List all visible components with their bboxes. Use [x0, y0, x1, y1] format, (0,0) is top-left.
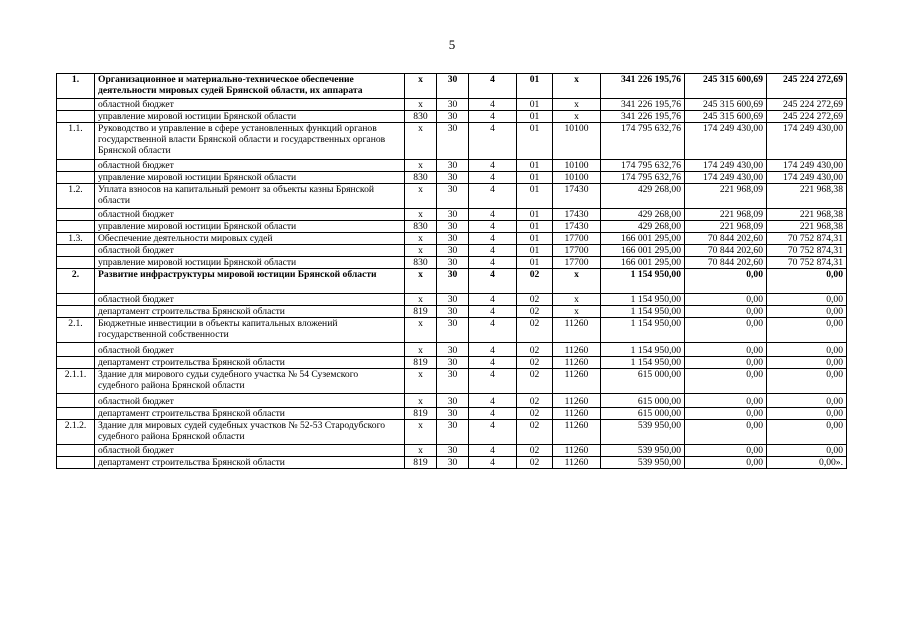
section-code: 30	[437, 269, 469, 294]
row-name: областной бюджет	[95, 160, 405, 172]
table-row-subitem	[57, 457, 847, 469]
row-number	[57, 457, 95, 469]
table-row-subitem	[57, 245, 847, 257]
amount-year-2: 70 844 202,60	[685, 245, 767, 257]
amount-year-2: 0,00	[685, 357, 767, 369]
amount-year-3: 174 249 430,00	[767, 160, 847, 172]
row-number	[57, 160, 95, 172]
row-name: департамент строительства Брянской области	[95, 408, 405, 420]
subsection-code: 4	[469, 318, 517, 343]
target-article-code: 10100	[553, 160, 601, 172]
table-row-item	[57, 420, 847, 445]
grbs-code: х	[405, 123, 437, 160]
target-article-code: х	[553, 294, 601, 306]
measure-code: 01	[517, 221, 553, 233]
subsection-code: 4	[469, 394, 517, 408]
row-name: областной бюджет	[95, 245, 405, 257]
subsection-code: 4	[469, 99, 517, 111]
table-row-subitem	[57, 294, 847, 306]
table-row-subitem	[57, 111, 847, 123]
measure-code: 01	[517, 257, 553, 269]
row-name: управление мировой юстиции Брянской области	[95, 257, 405, 269]
table-row-item	[57, 233, 847, 245]
amount-year-2: 0,00	[685, 318, 767, 343]
subsection-code: 4	[469, 269, 517, 294]
amount-year-1: 429 268,00	[601, 221, 685, 233]
target-article-code: 11260	[553, 394, 601, 408]
row-number	[57, 221, 95, 233]
amount-year-2: 0,00	[685, 269, 767, 294]
row-number	[57, 357, 95, 369]
target-article-code: 17700	[553, 257, 601, 269]
row-name: управление мировой юстиции Брянской области	[95, 172, 405, 184]
amount-year-1: 341 226 195,76	[601, 111, 685, 123]
section-code: 30	[437, 233, 469, 245]
amount-year-3: 174 249 430,00	[767, 123, 847, 160]
grbs-code: х	[405, 74, 437, 99]
target-article-code: 11260	[553, 408, 601, 420]
amount-year-3: 245 224 272,69	[767, 111, 847, 123]
measure-code: 02	[517, 306, 553, 318]
amount-year-1: 539 950,00	[601, 445, 685, 457]
amount-year-2: 0,00	[685, 343, 767, 357]
budget-table-body	[57, 74, 847, 469]
row-number	[57, 394, 95, 408]
measure-code: 02	[517, 357, 553, 369]
amount-year-2: 245 315 600,69	[685, 99, 767, 111]
amount-year-2: 0,00	[685, 306, 767, 318]
subsection-code: 4	[469, 74, 517, 99]
amount-year-2: 0,00	[685, 408, 767, 420]
table-row-subitem	[57, 343, 847, 357]
target-article-code: 17430	[553, 184, 601, 209]
section-code: 30	[437, 445, 469, 457]
row-number: 2.1.	[57, 318, 95, 343]
subsection-code: 4	[469, 369, 517, 394]
subsection-code: 4	[469, 343, 517, 357]
grbs-code: 830	[405, 111, 437, 123]
amount-year-3: 0,00	[767, 420, 847, 445]
measure-code: 01	[517, 111, 553, 123]
grbs-code: х	[405, 233, 437, 245]
table-row-subitem	[57, 160, 847, 172]
table-row-subitem	[57, 306, 847, 318]
section-code: 30	[437, 184, 469, 209]
target-article-code: 11260	[553, 369, 601, 394]
section-code: 30	[437, 306, 469, 318]
subsection-code: 4	[469, 111, 517, 123]
row-number	[57, 294, 95, 306]
table-row-item	[57, 123, 847, 160]
amount-year-3: 245 224 272,69	[767, 99, 847, 111]
measure-code: 02	[517, 294, 553, 306]
section-code: 30	[437, 257, 469, 269]
table-row-subitem	[57, 172, 847, 184]
row-name: областной бюджет	[95, 209, 405, 221]
row-number: 1.2.	[57, 184, 95, 209]
grbs-code: х	[405, 294, 437, 306]
table-row-item	[57, 318, 847, 343]
measure-code: 01	[517, 209, 553, 221]
row-number	[57, 408, 95, 420]
measure-code: 01	[517, 160, 553, 172]
grbs-code: 830	[405, 257, 437, 269]
measure-code: 02	[517, 420, 553, 445]
amount-year-2: 245 315 600,69	[685, 74, 767, 99]
amount-year-1: 539 950,00	[601, 457, 685, 469]
measure-code: 02	[517, 457, 553, 469]
budget-table	[56, 73, 847, 469]
table-row-subitem	[57, 357, 847, 369]
row-name: Здание для мировых судей судебных участков № 52-53 Стародубского судебного района Брянской области	[95, 420, 405, 445]
measure-code: 02	[517, 394, 553, 408]
amount-year-3: 0,00».	[767, 457, 847, 469]
amount-year-2: 0,00	[685, 420, 767, 445]
target-article-code: 17700	[553, 245, 601, 257]
target-article-code: 10100	[553, 172, 601, 184]
row-number	[57, 257, 95, 269]
row-name: Развитие инфраструктуры мировой юстиции Брянской области	[95, 269, 405, 294]
subsection-code: 4	[469, 172, 517, 184]
table-row-item	[57, 74, 847, 99]
measure-code: 02	[517, 408, 553, 420]
amount-year-3: 0,00	[767, 318, 847, 343]
measure-code: 01	[517, 74, 553, 99]
amount-year-1: 429 268,00	[601, 209, 685, 221]
amount-year-3: 245 224 272,69	[767, 74, 847, 99]
amount-year-2: 221 968,09	[685, 184, 767, 209]
amount-year-1: 174 795 632,76	[601, 160, 685, 172]
grbs-code: 830	[405, 172, 437, 184]
amount-year-1: 539 950,00	[601, 420, 685, 445]
amount-year-3: 0,00	[767, 369, 847, 394]
row-name: департамент строительства Брянской области	[95, 457, 405, 469]
amount-year-2: 174 249 430,00	[685, 160, 767, 172]
grbs-code: х	[405, 209, 437, 221]
subsection-code: 4	[469, 294, 517, 306]
amount-year-1: 174 795 632,76	[601, 123, 685, 160]
measure-code: 02	[517, 369, 553, 394]
target-article-code: х	[553, 99, 601, 111]
page-number: 5	[448, 37, 456, 52]
grbs-code: х	[405, 269, 437, 294]
section-code: 30	[437, 420, 469, 445]
subsection-code: 4	[469, 123, 517, 160]
row-name: областной бюджет	[95, 99, 405, 111]
row-number: 2.1.1.	[57, 369, 95, 394]
grbs-code: х	[405, 245, 437, 257]
section-code: 30	[437, 394, 469, 408]
subsection-code: 4	[469, 245, 517, 257]
amount-year-3: 174 249 430,00	[767, 172, 847, 184]
grbs-code: х	[405, 99, 437, 111]
amount-year-2: 0,00	[685, 457, 767, 469]
row-number: 2.	[57, 269, 95, 294]
amount-year-1: 1 154 950,00	[601, 269, 685, 294]
amount-year-3: 70 752 874,31	[767, 233, 847, 245]
amount-year-1: 615 000,00	[601, 408, 685, 420]
target-article-code: 11260	[553, 457, 601, 469]
row-name: Обеспечение деятельности мировых судей	[95, 233, 405, 245]
grbs-code: 819	[405, 357, 437, 369]
subsection-code: 4	[469, 457, 517, 469]
row-name: управление мировой юстиции Брянской области	[95, 111, 405, 123]
measure-code: 02	[517, 445, 553, 457]
target-article-code: 10100	[553, 123, 601, 160]
amount-year-2: 174 249 430,00	[685, 172, 767, 184]
grbs-code: х	[405, 160, 437, 172]
section-code: 30	[437, 160, 469, 172]
table-row-subitem	[57, 209, 847, 221]
target-article-code: 11260	[553, 318, 601, 343]
section-code: 30	[437, 408, 469, 420]
section-code: 30	[437, 74, 469, 99]
amount-year-2: 0,00	[685, 445, 767, 457]
amount-year-1: 166 001 295,00	[601, 245, 685, 257]
amount-year-3: 0,00	[767, 294, 847, 306]
row-number: 1.1.	[57, 123, 95, 160]
row-name: областной бюджет	[95, 445, 405, 457]
amount-year-3: 0,00	[767, 408, 847, 420]
table-row-subitem	[57, 445, 847, 457]
amount-year-1: 429 268,00	[601, 184, 685, 209]
amount-year-1: 174 795 632,76	[601, 172, 685, 184]
target-article-code: 11260	[553, 357, 601, 369]
subsection-code: 4	[469, 357, 517, 369]
target-article-code: 11260	[553, 420, 601, 445]
row-name: Бюджетные инвестиции в объекты капитальных вложений государственной собственности	[95, 318, 405, 343]
section-code: 30	[437, 457, 469, 469]
measure-code: 02	[517, 318, 553, 343]
row-number: 1.3.	[57, 233, 95, 245]
amount-year-1: 1 154 950,00	[601, 294, 685, 306]
amount-year-3: 221 968,38	[767, 209, 847, 221]
section-code: 30	[437, 318, 469, 343]
row-number	[57, 445, 95, 457]
amount-year-1: 1 154 950,00	[601, 306, 685, 318]
amount-year-3: 0,00	[767, 269, 847, 294]
section-code: 30	[437, 209, 469, 221]
section-code: 30	[437, 111, 469, 123]
table-row-subitem	[57, 99, 847, 111]
section-code: 30	[437, 357, 469, 369]
amount-year-3: 0,00	[767, 445, 847, 457]
amount-year-2: 221 968,09	[685, 221, 767, 233]
measure-code: 01	[517, 245, 553, 257]
target-article-code: х	[553, 74, 601, 99]
subsection-code: 4	[469, 445, 517, 457]
row-name: управление мировой юстиции Брянской области	[95, 221, 405, 233]
row-number: 1.	[57, 74, 95, 99]
row-name: Здание для мирового судьи судебного участка № 54 Суземского судебного района Брянской области	[95, 369, 405, 394]
measure-code: 01	[517, 184, 553, 209]
row-number	[57, 343, 95, 357]
table-row-item	[57, 269, 847, 294]
subsection-code: 4	[469, 306, 517, 318]
grbs-code: х	[405, 343, 437, 357]
section-code: 30	[437, 123, 469, 160]
measure-code: 02	[517, 269, 553, 294]
grbs-code: 830	[405, 221, 437, 233]
amount-year-2: 221 968,09	[685, 209, 767, 221]
grbs-code: х	[405, 184, 437, 209]
amount-year-2: 70 844 202,60	[685, 257, 767, 269]
target-article-code: х	[553, 306, 601, 318]
amount-year-2: 245 315 600,69	[685, 111, 767, 123]
table-row-subitem	[57, 221, 847, 233]
target-article-code: х	[553, 269, 601, 294]
amount-year-3: 70 752 874,31	[767, 245, 847, 257]
amount-year-3: 70 752 874,31	[767, 257, 847, 269]
subsection-code: 4	[469, 221, 517, 233]
target-article-code: 11260	[553, 445, 601, 457]
row-name: Организационное и материально-техническое обеспечение деятельности мировых судей Брянской области, их аппарата	[95, 74, 405, 99]
subsection-code: 4	[469, 408, 517, 420]
section-code: 30	[437, 99, 469, 111]
row-number	[57, 209, 95, 221]
table-row-item	[57, 369, 847, 394]
amount-year-3: 221 968,38	[767, 221, 847, 233]
amount-year-1: 615 000,00	[601, 369, 685, 394]
row-name: областной бюджет	[95, 294, 405, 306]
table-row-subitem	[57, 257, 847, 269]
measure-code: 01	[517, 99, 553, 111]
amount-year-3: 0,00	[767, 306, 847, 318]
amount-year-2: 0,00	[685, 369, 767, 394]
row-number	[57, 111, 95, 123]
row-name: департамент строительства Брянской области	[95, 306, 405, 318]
target-article-code: 17430	[553, 221, 601, 233]
row-name: департамент строительства Брянской области	[95, 357, 405, 369]
row-name: Уплата взносов на капитальный ремонт за объекты казны Брянской области	[95, 184, 405, 209]
section-code: 30	[437, 343, 469, 357]
row-name: Руководство и управление в сфере установленных функций органов государственной власти Брянской области и государственных органов Брянской области	[95, 123, 405, 160]
section-code: 30	[437, 245, 469, 257]
amount-year-2: 174 249 430,00	[685, 123, 767, 160]
target-article-code: 17700	[553, 233, 601, 245]
amount-year-2: 0,00	[685, 294, 767, 306]
row-number	[57, 245, 95, 257]
grbs-code: х	[405, 394, 437, 408]
measure-code: 02	[517, 343, 553, 357]
amount-year-1: 341 226 195,76	[601, 74, 685, 99]
amount-year-3: 0,00	[767, 357, 847, 369]
grbs-code: 819	[405, 457, 437, 469]
amount-year-1: 341 226 195,76	[601, 99, 685, 111]
row-name: областной бюджет	[95, 343, 405, 357]
section-code: 30	[437, 221, 469, 233]
row-name: областной бюджет	[95, 394, 405, 408]
amount-year-1: 166 001 295,00	[601, 233, 685, 245]
grbs-code: х	[405, 420, 437, 445]
subsection-code: 4	[469, 184, 517, 209]
row-number: 2.1.2.	[57, 420, 95, 445]
grbs-code: х	[405, 318, 437, 343]
amount-year-1: 1 154 950,00	[601, 318, 685, 343]
table-row-item	[57, 184, 847, 209]
subsection-code: 4	[469, 257, 517, 269]
grbs-code: х	[405, 445, 437, 457]
amount-year-1: 166 001 295,00	[601, 257, 685, 269]
target-article-code: х	[553, 111, 601, 123]
subsection-code: 4	[469, 420, 517, 445]
section-code: 30	[437, 294, 469, 306]
section-code: 30	[437, 369, 469, 394]
subsection-code: 4	[469, 160, 517, 172]
table-row-subitem	[57, 394, 847, 408]
amount-year-3: 221 968,38	[767, 184, 847, 209]
grbs-code: 819	[405, 306, 437, 318]
target-article-code: 11260	[553, 343, 601, 357]
amount-year-3: 0,00	[767, 343, 847, 357]
amount-year-1: 1 154 950,00	[601, 357, 685, 369]
measure-code: 01	[517, 233, 553, 245]
amount-year-2: 70 844 202,60	[685, 233, 767, 245]
subsection-code: 4	[469, 233, 517, 245]
subsection-code: 4	[469, 209, 517, 221]
grbs-code: х	[405, 369, 437, 394]
amount-year-2: 0,00	[685, 394, 767, 408]
grbs-code: 819	[405, 408, 437, 420]
row-number	[57, 172, 95, 184]
amount-year-1: 1 154 950,00	[601, 343, 685, 357]
amount-year-3: 0,00	[767, 394, 847, 408]
section-code: 30	[437, 172, 469, 184]
table-row-subitem	[57, 408, 847, 420]
measure-code: 01	[517, 172, 553, 184]
row-number	[57, 99, 95, 111]
row-number	[57, 306, 95, 318]
measure-code: 01	[517, 123, 553, 160]
target-article-code: 17430	[553, 209, 601, 221]
amount-year-1: 615 000,00	[601, 394, 685, 408]
